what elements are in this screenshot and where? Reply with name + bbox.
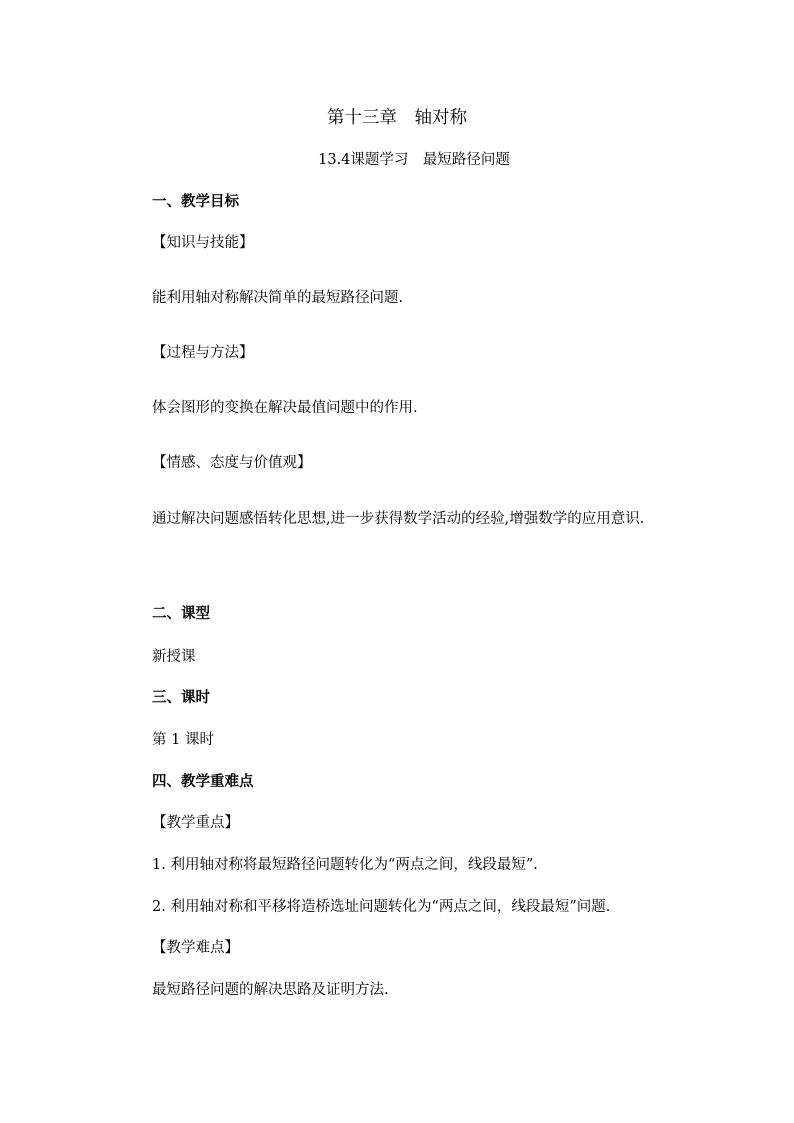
knowledge-skills-label: 【知识与技能】: [152, 235, 254, 251]
lesson-type-text: 新授课: [152, 649, 196, 665]
knowledge-skills-text: 能利用轴对称解决简单的最短路径问题.: [152, 290, 404, 306]
class-hours-text: 第 1 课时: [152, 732, 214, 748]
section-heading-key-difficult-points: 四、教学重难点: [152, 773, 254, 790]
section-heading-lesson-type: 二、课型: [152, 605, 210, 622]
key-points-label: 【教学重点】: [152, 815, 239, 831]
process-method-text: 体会图形的变换在解决最值问题中的作用.: [152, 400, 418, 416]
section-heading-teaching-goals: 一、教学目标: [152, 193, 239, 210]
process-method-label: 【过程与方法】: [152, 345, 254, 361]
chapter-title: 第十三章 轴对称: [327, 108, 467, 128]
key-point-item: 2. 利用轴对称和平移将造桥选址问题转化为“两点之间，线段最短”问题.: [152, 899, 611, 915]
section-heading-class-hours: 三、课时: [152, 689, 210, 706]
difficult-points-text: 最短路径问题的解决思路及证明方法.: [152, 982, 389, 998]
difficult-points-label: 【教学难点】: [152, 940, 239, 956]
lesson-title: 13.4课题学习 最短路径问题: [318, 152, 510, 168]
key-point-item: 1. 利用轴对称将最短路径问题转化为“两点之间，线段最短”.: [152, 857, 538, 873]
emotion-attitude-text: 通过解决问题感悟转化思想,进一步获得数学活动的经验,增强数学的应用意识.: [152, 511, 645, 527]
emotion-attitude-label: 【情感、态度与价值观】: [152, 455, 312, 471]
